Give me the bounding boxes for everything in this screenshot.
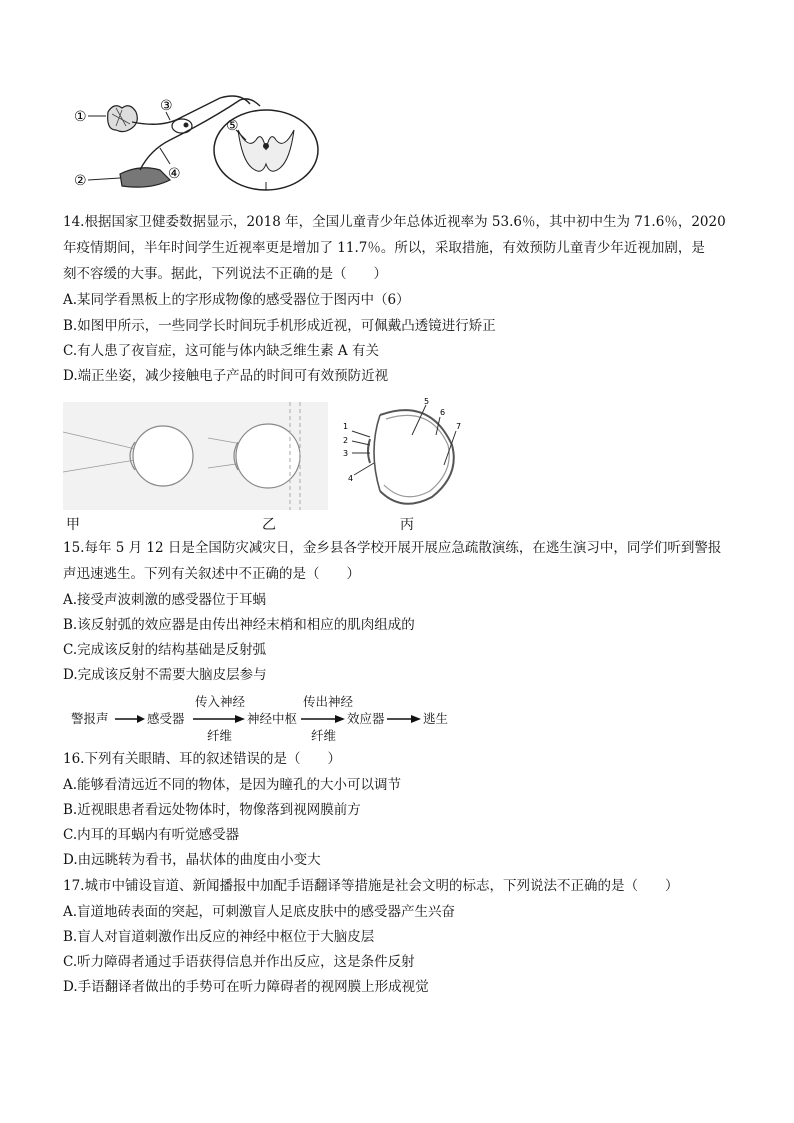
flow-receptor: 感受器 (147, 711, 185, 726)
eye-diagram-bing (340, 395, 470, 510)
arrow-icon (193, 714, 245, 724)
q14-option-c[interactable]: C.有人患了夜盲症，这可能与体内缺乏维生素 A 有关 (63, 343, 379, 359)
label-5: ⑤ (226, 118, 239, 134)
arrow-icon (301, 714, 345, 724)
flow-stimulus: 警报声 (71, 711, 109, 726)
label-1: ① (74, 109, 87, 125)
label-4: ④ (168, 166, 181, 182)
q17-option-d[interactable]: D.手语翻译者做出的手势可在听力障碍者的视网膜上形成视觉 (63, 979, 429, 995)
flow-efferent-fiber: 纤维 (311, 728, 337, 743)
q14-option-b[interactable]: B.如图甲所示，一些同学长时间玩手机形成近视，可佩戴凸透镜进行矫正 (63, 318, 496, 334)
q14-option-a[interactable]: A.某同学看黑板上的字形成物像的感受器位于图丙中（6） (63, 292, 410, 308)
flow-efferent-label: 传出神经 (303, 694, 354, 709)
arrow-icon (387, 714, 421, 724)
q16-option-b[interactable]: B.近视眼患者看远处物体时，物像落到视网膜前方 (63, 802, 361, 818)
eye-label-3: 3 (343, 449, 349, 458)
flow-effector: 效应器 (347, 711, 385, 726)
ganglion (172, 119, 192, 133)
q17-option-a[interactable]: A.盲道地砖表面的突起，可刺激盲人足底皮肤中的感受器产生兴奋 (63, 904, 456, 920)
q14-option-d[interactable]: D.端正坐姿，减少接触电子产品的时间可有效预防近视 (63, 368, 389, 384)
q15-option-a[interactable]: A.接受声波刺激的感受器位于耳蜗 (63, 592, 267, 608)
q15-stem-line-2: 声迅速逃生。下列有关叙述中不正确的是（ ） (63, 566, 360, 582)
flow-center: 神经中枢 (247, 711, 298, 726)
q16-option-a[interactable]: A.能够看清远近不同的物体，是因为瞳孔的大小可以调节 (63, 777, 402, 793)
eye-label-1: 1 (343, 422, 349, 431)
q15-option-c[interactable]: C.完成该反射的结构基础是反射弧 (63, 642, 267, 658)
q16-stem: 16.下列有关眼睛、耳的叙述错误的是（ ） (63, 751, 341, 767)
caption-jia: 甲 (66, 517, 80, 533)
q17-option-b[interactable]: B.盲人对盲道刺激作出反应的神经中枢位于大脑皮层 (63, 929, 375, 945)
q17-option-c[interactable]: C.听力障碍者通过手语获得信息并作出反应，这是条件反射 (63, 954, 415, 970)
caption-yi: 乙 (262, 517, 276, 533)
eye-diagram-yi (208, 402, 328, 510)
eye-label-6: 6 (440, 408, 446, 417)
eye-label-2: 2 (343, 436, 349, 445)
eye-label-4: 4 (348, 474, 354, 483)
q15-stem-line-1: 15.每年 5 月 12 日是全国防灾减灾日，金乡县各学校开展开展应急疏散演练，在逃生演习中，同学们听到警报 (63, 540, 722, 556)
caption-bing: 丙 (400, 517, 414, 533)
skin-receptor (108, 106, 138, 132)
flow-afferent-label: 传入神经 (195, 694, 246, 709)
label-2: ② (74, 173, 87, 189)
q14-stem-line-3: 刻不容缓的大事。据此，下列说法不正确的是（ ） (63, 266, 387, 282)
q14-stem-line-1: 14.根据国家卫健委数据显示，2018 年，全国儿童青少年总体近视率为 53.6％，其中初中生为 71.6％，2020 (63, 214, 726, 230)
reflex-arc-figure (70, 90, 330, 200)
eye-label-5: 5 (424, 397, 430, 406)
q16-option-c[interactable]: C.内耳的耳蜗内有听觉感受器 (63, 827, 240, 843)
q15-option-d[interactable]: D.完成该反射不需要大脑皮层参与 (63, 667, 267, 683)
flow-afferent-fiber: 纤维 (207, 728, 233, 743)
q17-stem: 17.城市中铺设盲道、新闻播报中加配手语翻译等措施是社会文明的标志，下列说法不正确的是（ ） (63, 878, 679, 894)
effector-muscle (120, 168, 170, 187)
q15-option-b[interactable]: B.该反射弧的效应器是由传出神经末梢和相应的肌肉组成的 (63, 617, 415, 633)
eye-label-7: 7 (456, 422, 462, 431)
label-3: ③ (160, 98, 173, 114)
flow-response: 逃生 (423, 711, 449, 726)
q14-stem-line-2: 年疫情期间，半年时间学生近视率更是增加了 11.7％。所以，采取措施，有效预防儿童青少年近视加剧，是 (63, 240, 705, 256)
q16-option-d[interactable]: D.由远眺转为看书，晶状体的曲度由小变大 (63, 852, 321, 868)
reflex-flow-diagram (63, 692, 583, 743)
arrow-icon (115, 714, 145, 724)
